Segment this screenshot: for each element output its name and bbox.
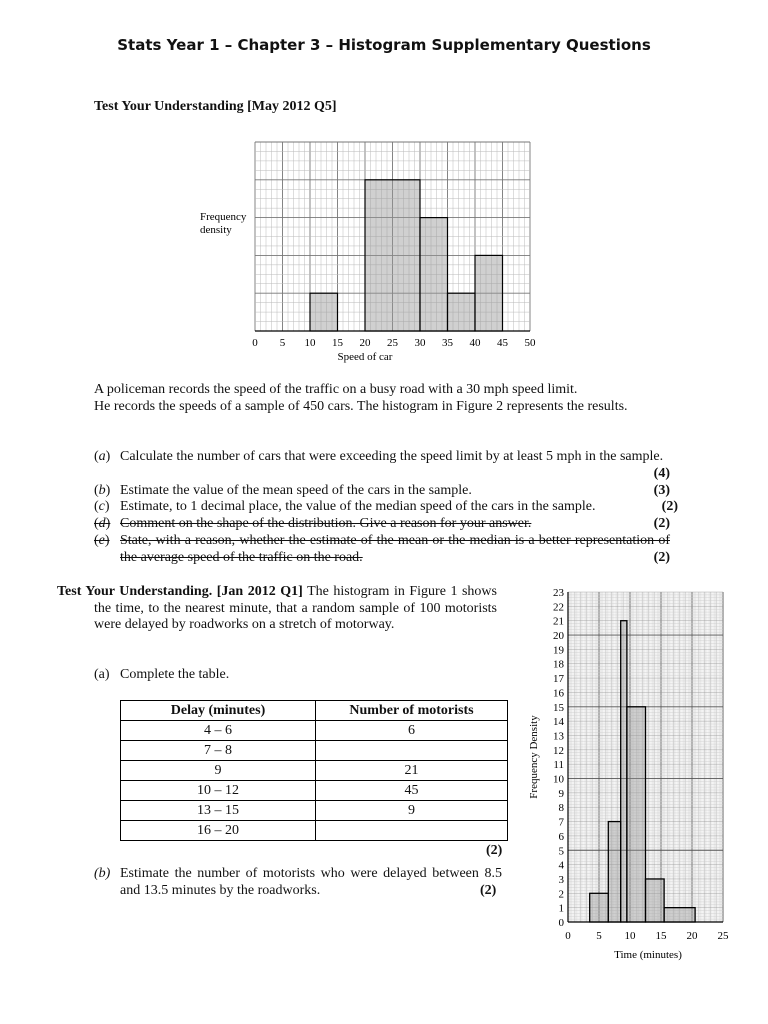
- q1-part-marks: (3): [653, 483, 670, 498]
- q2-y-tick-3: 3: [558, 873, 564, 886]
- q2-x-ticks: [565, 930, 729, 942]
- q1-bar-2: [420, 218, 448, 331]
- q2-y-tick-9: 9: [558, 787, 564, 800]
- q1-intro: [94, 382, 674, 415]
- q2-part-b-label: (b): [94, 866, 111, 881]
- table-row: [121, 821, 508, 841]
- q1-part-e: [94, 533, 670, 567]
- table-header-motorists: Number of motorists: [316, 701, 508, 721]
- q1-bar-3: [448, 293, 476, 331]
- q2-x-tick-0: 0: [565, 930, 571, 942]
- q2-y-tick-19: 19: [553, 644, 564, 657]
- q1-histogram: [190, 132, 550, 364]
- q2-part-a-marks: (2): [486, 843, 503, 858]
- motorists-cell: 9: [316, 801, 508, 821]
- q2-y-tick-4: 4: [558, 859, 564, 872]
- delay-table: [120, 700, 508, 841]
- q1-part-text: Calculate the number of cars that were exceeding the speed limit by at least 5 mph in the sample.: [120, 449, 664, 464]
- delay-cell: 10 – 12: [121, 781, 316, 801]
- q2-histogram: [520, 582, 760, 967]
- q2-y-tick-17: 17: [553, 673, 564, 686]
- q2-x-tick-20: 20: [686, 930, 698, 942]
- q1-part-marks: (4): [653, 466, 670, 481]
- q1-part-text: Estimate, to 1 decimal place, the value of the median speed of the cars in the sample.: [120, 499, 596, 514]
- q1-x-ticks: [252, 337, 536, 349]
- q1-part-text: State, with a reason, whether the estimate of the mean or the median is a better representation of the average speed of the traffic on the road.: [120, 533, 670, 565]
- q1-x-tick-10: 10: [304, 337, 316, 349]
- q2-bar-4: [646, 879, 665, 922]
- q1-x-tick-30: 30: [414, 337, 426, 349]
- q1-part-a: [94, 449, 670, 483]
- q2-x-tick-25: 25: [717, 930, 729, 942]
- q1-x-tick-50: 50: [524, 337, 536, 349]
- q1-intro-1: A policeman records the speed of the traffic on a busy road with a 30 mph speed limit.: [94, 382, 578, 397]
- motorists-cell[interactable]: [316, 821, 508, 841]
- q2-part-a-text: Complete the table.: [120, 667, 230, 682]
- q2-y-tick-8: 8: [558, 802, 564, 815]
- table-row: [121, 721, 508, 741]
- motorists-cell[interactable]: [316, 741, 508, 761]
- q1-part-label: (a): [94, 449, 111, 464]
- q1-part-label: (c): [94, 499, 110, 514]
- q1-bar-1: [365, 180, 420, 331]
- q2-y-tick-23: 23: [553, 587, 564, 599]
- table-row: [121, 801, 508, 821]
- q1-bar-4: [475, 255, 503, 331]
- q2-part-b-question: Estimate the number of motorists who were delayed between 8.5 and 13.5 minutes by the roadworks.: [120, 866, 502, 898]
- q1-part-label: (e): [94, 533, 110, 548]
- q1-y-axis-label: Frequency density: [200, 211, 247, 236]
- q2-part-a-label: (a): [94, 667, 110, 682]
- q2-y-tick-21: 21: [553, 615, 564, 628]
- q1-x-tick-35: 35: [442, 337, 453, 349]
- delay-cell: 16 – 20: [121, 821, 316, 841]
- q1-heading: Test Your Understanding [May 2012 Q5]: [94, 99, 337, 114]
- q2-intro: The histogram in Figure 1 shows the time, to the nearest minute, that a random sample of 100 motorists were delayed by roadworks on a stretch of motorway.: [94, 584, 497, 632]
- q1-bar-0: [310, 293, 338, 331]
- q2-y-axis-label: Frequency Density: [528, 715, 540, 799]
- q1-part-marks: (2): [653, 550, 670, 565]
- q2-y-tick-6: 6: [558, 830, 564, 843]
- q2-y-tick-2: 2: [558, 888, 564, 901]
- delay-cell: 4 – 6: [121, 721, 316, 741]
- q2-x-tick-5: 5: [596, 930, 602, 942]
- q1-part-d: [94, 516, 670, 533]
- q2-y-tick-22: 22: [553, 601, 564, 614]
- q1-part-label: (d): [94, 516, 111, 531]
- q1-x-tick-45: 45: [497, 337, 508, 349]
- q1-x-tick-20: 20: [359, 337, 371, 349]
- delay-cell: 9: [121, 761, 316, 781]
- q1-part-b: [94, 483, 670, 500]
- page-title: Stats Year 1 – Chapter 3 – Histogram Supplementary Questions: [117, 36, 651, 54]
- q2-y-tick-7: 7: [558, 816, 564, 829]
- q2-y-tick-20: 20: [553, 630, 564, 643]
- motorists-cell: 6: [316, 721, 508, 741]
- q2-x-tick-10: 10: [624, 930, 636, 942]
- q2-y-tick-14: 14: [553, 716, 564, 729]
- q2-y-tick-11: 11: [553, 759, 564, 772]
- q2-part-b-text: [120, 866, 502, 899]
- q1-part-marks: (2): [661, 499, 678, 514]
- q2-y-ticks: [553, 587, 565, 929]
- q2-y-tick-13: 13: [553, 730, 564, 743]
- q1-part-label: (b): [94, 483, 111, 498]
- table-row: [121, 761, 508, 781]
- table-row: [121, 781, 508, 801]
- delay-cell: 13 – 15: [121, 801, 316, 821]
- table-row: [121, 741, 508, 761]
- q2-y-tick-0: 0: [558, 917, 564, 929]
- q2-y-tick-15: 15: [553, 701, 564, 714]
- q2-y-tick-10: 10: [553, 773, 564, 786]
- q1-x-axis-label: Speed of car: [337, 351, 393, 363]
- q2-bar-1: [608, 822, 620, 922]
- motorists-cell: 45: [316, 781, 508, 801]
- q2-y-tick-16: 16: [553, 687, 564, 700]
- q2-part-b-marks: (2): [480, 883, 497, 898]
- q1-part-text: Estimate the value of the mean speed of the cars in the sample.: [120, 483, 472, 498]
- q2-y-tick-12: 12: [553, 744, 564, 757]
- q1-part-marks: (2): [653, 516, 670, 531]
- q2-heading: Test Your Understanding. [Jan 2012 Q1]: [57, 584, 303, 599]
- q1-x-tick-15: 15: [332, 337, 343, 349]
- q2-bar-3: [627, 707, 646, 922]
- motorists-cell: 21: [316, 761, 508, 781]
- q1-x-tick-25: 25: [387, 337, 398, 349]
- q1-intro-2: He records the speeds of a sample of 450 cars. The histogram in Figure 2 represents the results.: [94, 398, 628, 414]
- delay-cell: 7 – 8: [121, 741, 316, 761]
- q2-bar-0: [590, 893, 609, 922]
- q1-x-tick-5: 5: [279, 337, 286, 349]
- q2-y-tick-18: 18: [553, 658, 564, 671]
- q2-y-tick-1: 1: [558, 902, 564, 915]
- table-header-delay: Delay (minutes): [121, 701, 316, 721]
- q2-x-tick-15: 15: [655, 930, 667, 942]
- q1-x-tick-40: 40: [469, 337, 481, 349]
- q2-bar-2: [621, 621, 627, 922]
- q2-x-axis-label: Time (minutes): [614, 949, 682, 961]
- q1-part-text: Comment on the shape of the distribution. Give a reason for your answer.: [120, 516, 532, 531]
- q1-x-tick-0: 0: [252, 337, 258, 349]
- q2-y-tick-5: 5: [558, 845, 564, 858]
- q2-bar-5: [664, 908, 695, 922]
- q1-part-c: [94, 499, 678, 516]
- q2-intro-block: [57, 584, 497, 634]
